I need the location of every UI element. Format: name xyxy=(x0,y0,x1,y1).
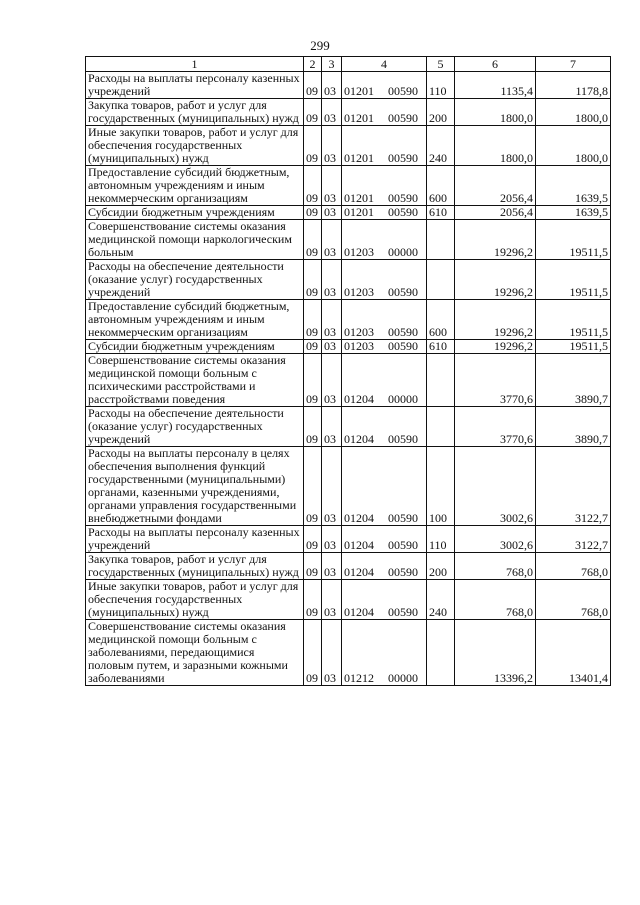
target-article-direction: 00590 xyxy=(388,191,418,205)
target-article-code xyxy=(342,553,427,580)
section-code: 09 xyxy=(304,99,322,126)
expense-type-code xyxy=(427,220,455,260)
section-code: 09 xyxy=(304,580,322,620)
target-article-program: 01203 xyxy=(344,245,374,259)
expense-name: Совершенствование системы оказания медицинской помощи больным с заболеваниями, передающимися половым путем, и заразными кожными заболеваниями xyxy=(86,620,304,686)
expense-name: Закупка товаров, работ и услуг для государственных (муниципальных) нужд xyxy=(86,99,304,126)
amount-col7: 3122,7 xyxy=(536,447,611,526)
target-article-direction: 00590 xyxy=(388,151,418,165)
expense-type-code: 110 xyxy=(427,72,455,99)
target-article-code xyxy=(342,620,427,686)
target-article-direction: 00590 xyxy=(388,339,418,353)
table-row xyxy=(86,300,611,340)
amount-col6: 19296,2 xyxy=(455,340,536,354)
target-article-program: 01204 xyxy=(344,392,374,406)
amount-col6: 1800,0 xyxy=(455,99,536,126)
header-cell: 1 xyxy=(86,57,304,72)
expense-name: Расходы на обеспечение деятельности (оказание услуг) государственных учреждений xyxy=(86,407,304,447)
target-article-code xyxy=(342,447,427,526)
expense-type-code: 200 xyxy=(427,99,455,126)
table-row xyxy=(86,72,611,99)
amount-col6: 3770,6 xyxy=(455,407,536,447)
expense-type-code: 240 xyxy=(427,580,455,620)
target-article-direction: 00000 xyxy=(388,671,418,685)
expense-name: Закупка товаров, работ и услуг для государственных (муниципальных) нужд xyxy=(86,553,304,580)
subsection-code: 03 xyxy=(322,447,342,526)
target-article-program: 01212 xyxy=(344,671,374,685)
expense-type-code: 200 xyxy=(427,553,455,580)
section-code: 09 xyxy=(304,354,322,407)
expense-type-code xyxy=(427,354,455,407)
expense-name: Расходы на выплаты персоналу казенных учреждений xyxy=(86,72,304,99)
page-number: 299 xyxy=(310,38,330,53)
target-article-direction: 00590 xyxy=(388,605,418,619)
table-row xyxy=(86,340,611,354)
amount-col6: 19296,2 xyxy=(455,300,536,340)
subsection-code: 03 xyxy=(322,340,342,354)
table-row xyxy=(86,620,611,686)
target-article-direction: 00590 xyxy=(388,325,418,339)
section-code: 09 xyxy=(304,447,322,526)
target-article-direction: 00000 xyxy=(388,245,418,259)
amount-col7: 1639,5 xyxy=(536,206,611,220)
target-article-program: 01203 xyxy=(344,339,374,353)
amount-col7: 3122,7 xyxy=(536,526,611,553)
expense-type-code: 240 xyxy=(427,126,455,166)
section-code: 09 xyxy=(304,206,322,220)
table-row xyxy=(86,354,611,407)
section-code: 09 xyxy=(304,220,322,260)
budget-table xyxy=(85,56,611,686)
amount-col7: 768,0 xyxy=(536,580,611,620)
expense-type-code: 100 xyxy=(427,447,455,526)
table-row xyxy=(86,580,611,620)
amount-col7: 13401,4 xyxy=(536,620,611,686)
amount-col6: 1135,4 xyxy=(455,72,536,99)
amount-col6: 2056,4 xyxy=(455,166,536,206)
expense-name: Субсидии бюджетным учреждениям xyxy=(86,206,304,220)
header-cell: 3 xyxy=(322,57,342,72)
expense-type-code: 600 xyxy=(427,300,455,340)
target-article-program: 01204 xyxy=(344,432,374,446)
target-article-direction: 00590 xyxy=(388,511,418,525)
subsection-code: 03 xyxy=(322,620,342,686)
expense-name: Субсидии бюджетным учреждениям xyxy=(86,340,304,354)
target-article-direction: 00590 xyxy=(388,84,418,98)
target-article-code xyxy=(342,407,427,447)
subsection-code: 03 xyxy=(322,354,342,407)
subsection-code: 03 xyxy=(322,220,342,260)
amount-col7: 1178,8 xyxy=(536,72,611,99)
expense-name: Расходы на обеспечение деятельности (оказание услуг) государственных учреждений xyxy=(86,260,304,300)
section-code: 09 xyxy=(304,553,322,580)
amount-col6: 13396,2 xyxy=(455,620,536,686)
expense-type-code xyxy=(427,260,455,300)
expense-name: Расходы на выплаты персоналу казенных учреждений xyxy=(86,526,304,553)
target-article-direction: 00590 xyxy=(388,111,418,125)
target-article-direction: 00590 xyxy=(388,565,418,579)
section-code: 09 xyxy=(304,260,322,300)
target-article-direction: 00000 xyxy=(388,392,418,406)
target-article-code xyxy=(342,580,427,620)
table-row xyxy=(86,447,611,526)
target-article-direction: 00590 xyxy=(388,205,418,219)
target-article-direction: 00590 xyxy=(388,285,418,299)
target-article-program: 01201 xyxy=(344,205,374,219)
target-article-code xyxy=(342,340,427,354)
subsection-code: 03 xyxy=(322,526,342,553)
section-code: 09 xyxy=(304,126,322,166)
amount-col6: 19296,2 xyxy=(455,260,536,300)
table-row xyxy=(86,126,611,166)
amount-col7: 1800,0 xyxy=(536,126,611,166)
expense-name: Предоставление субсидий бюджетным, автономным учреждениям и иным некоммерческим организациям xyxy=(86,300,304,340)
section-code: 09 xyxy=(304,526,322,553)
table-row xyxy=(86,166,611,206)
amount-col7: 3890,7 xyxy=(536,354,611,407)
subsection-code: 03 xyxy=(322,260,342,300)
target-article-program: 01203 xyxy=(344,325,374,339)
expense-type-code: 610 xyxy=(427,206,455,220)
target-article-code xyxy=(342,354,427,407)
table-row xyxy=(86,220,611,260)
section-code: 09 xyxy=(304,300,322,340)
expense-type-code xyxy=(427,407,455,447)
target-article-direction: 00590 xyxy=(388,538,418,552)
target-article-program: 01201 xyxy=(344,191,374,205)
amount-col7: 1639,5 xyxy=(536,166,611,206)
amount-col7: 3890,7 xyxy=(536,407,611,447)
amount-col6: 3770,6 xyxy=(455,354,536,407)
expense-type-code: 610 xyxy=(427,340,455,354)
amount-col7: 19511,5 xyxy=(536,340,611,354)
target-article-direction: 00590 xyxy=(388,432,418,446)
subsection-code: 03 xyxy=(322,206,342,220)
section-code: 09 xyxy=(304,340,322,354)
target-article-program: 01203 xyxy=(344,285,374,299)
table-row xyxy=(86,99,611,126)
amount-col6: 3002,6 xyxy=(455,447,536,526)
target-article-program: 01204 xyxy=(344,565,374,579)
section-code: 09 xyxy=(304,620,322,686)
expense-name: Предоставление субсидий бюджетным, автономным учреждениям и иным некоммерческим организациям xyxy=(86,166,304,206)
amount-col6: 2056,4 xyxy=(455,206,536,220)
amount-col6: 1800,0 xyxy=(455,126,536,166)
subsection-code: 03 xyxy=(322,300,342,340)
header-cell: 4 xyxy=(342,57,427,72)
table-row xyxy=(86,526,611,553)
expense-name: Иные закупки товаров, работ и услуг для обеспечения государственных (муниципальных) нужд xyxy=(86,580,304,620)
expense-name: Совершенствование системы оказания медицинской помощи наркологическим больным xyxy=(86,220,304,260)
target-article-program: 01204 xyxy=(344,605,374,619)
section-code: 09 xyxy=(304,72,322,99)
target-article-code xyxy=(342,72,427,99)
expense-name: Расходы на выплаты персоналу в целях обеспечения выполнения функций государственными (муниципальными) органами, казенными учреждениями, органами управления государственными внебюджетными фондами xyxy=(86,447,304,526)
header-cell: 5 xyxy=(427,57,455,72)
expense-type-code: 600 xyxy=(427,166,455,206)
subsection-code: 03 xyxy=(322,166,342,206)
target-article-program: 01204 xyxy=(344,538,374,552)
section-code: 09 xyxy=(304,166,322,206)
expense-name: Совершенствование системы оказания медицинской помощи больным с психическими расстройствами и расстройствами поведения xyxy=(86,354,304,407)
target-article-code xyxy=(342,166,427,206)
target-article-code xyxy=(342,300,427,340)
amount-col7: 1800,0 xyxy=(536,99,611,126)
amount-col6: 3002,6 xyxy=(455,526,536,553)
subsection-code: 03 xyxy=(322,580,342,620)
target-article-program: 01201 xyxy=(344,84,374,98)
subsection-code: 03 xyxy=(322,553,342,580)
amount-col7: 768,0 xyxy=(536,553,611,580)
subsection-code: 03 xyxy=(322,99,342,126)
amount-col6: 768,0 xyxy=(455,580,536,620)
target-article-program: 01204 xyxy=(344,511,374,525)
table-row xyxy=(86,407,611,447)
table-row xyxy=(86,260,611,300)
subsection-code: 03 xyxy=(322,407,342,447)
header-row xyxy=(86,57,611,72)
amount-col7: 19511,5 xyxy=(536,300,611,340)
target-article-code xyxy=(342,126,427,166)
amount-col6: 19296,2 xyxy=(455,220,536,260)
expense-name: Иные закупки товаров, работ и услуг для обеспечения государственных (муниципальных) нужд xyxy=(86,126,304,166)
target-article-program: 01201 xyxy=(344,111,374,125)
section-code: 09 xyxy=(304,407,322,447)
expense-type-code: 110 xyxy=(427,526,455,553)
amount-col6: 768,0 xyxy=(455,553,536,580)
header-cell: 2 xyxy=(304,57,322,72)
amount-col7: 19511,5 xyxy=(536,220,611,260)
target-article-code xyxy=(342,99,427,126)
subsection-code: 03 xyxy=(322,126,342,166)
table-row xyxy=(86,206,611,220)
table-row xyxy=(86,553,611,580)
expense-type-code xyxy=(427,620,455,686)
target-article-code xyxy=(342,260,427,300)
header-cell: 6 xyxy=(455,57,536,72)
amount-col7: 19511,5 xyxy=(536,260,611,300)
target-article-program: 01201 xyxy=(344,151,374,165)
target-article-code xyxy=(342,220,427,260)
header-cell: 7 xyxy=(536,57,611,72)
target-article-code xyxy=(342,206,427,220)
subsection-code: 03 xyxy=(322,72,342,99)
target-article-code xyxy=(342,526,427,553)
